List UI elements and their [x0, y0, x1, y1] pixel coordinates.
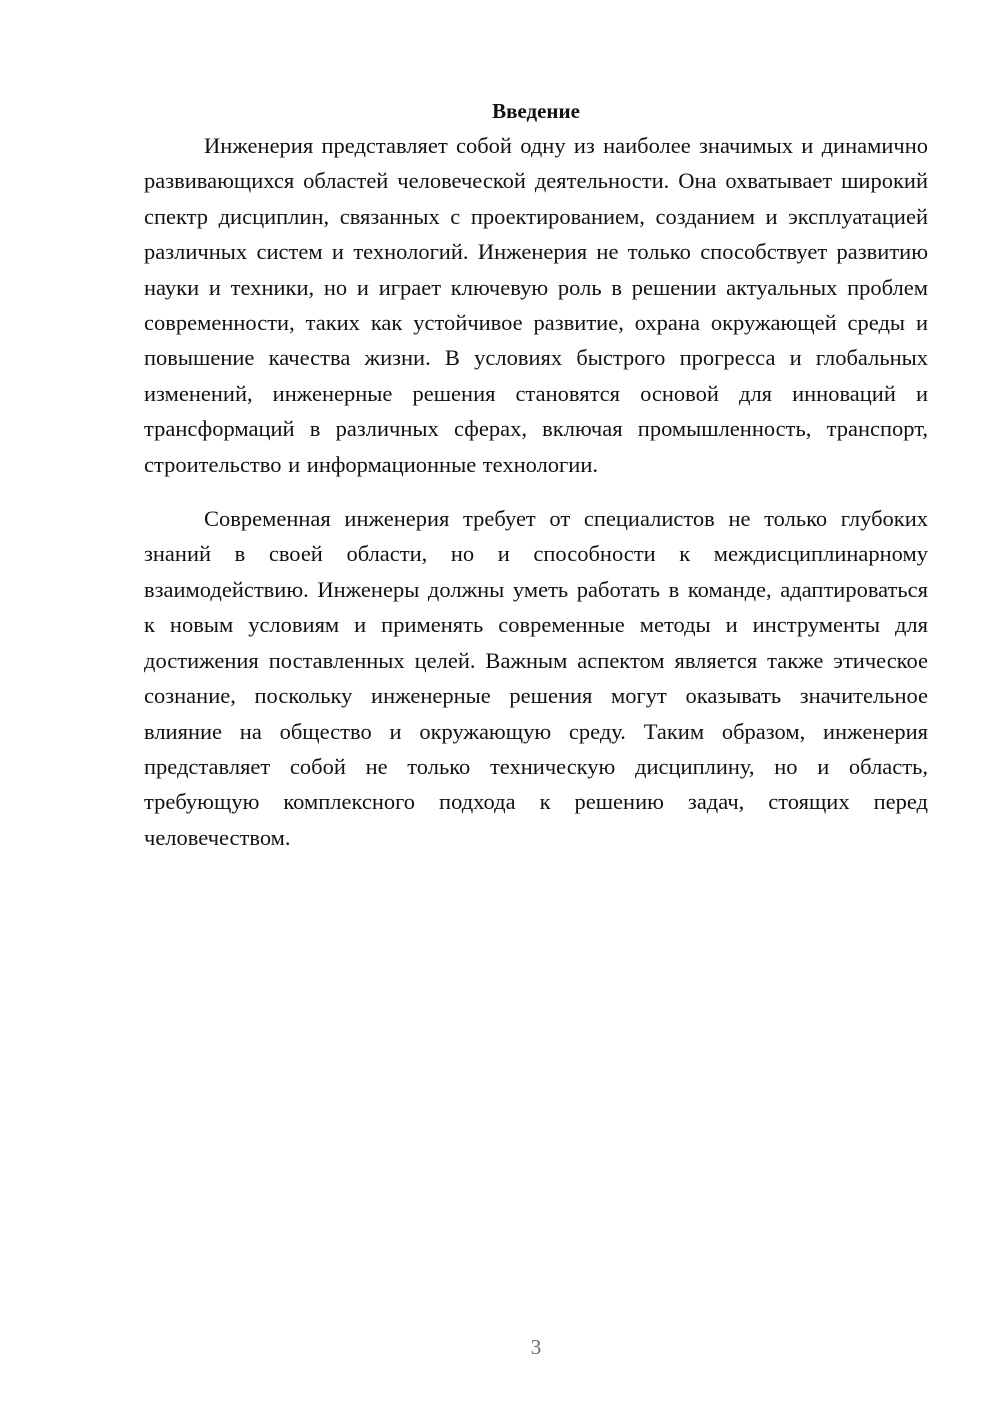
paragraph-intro: Инженерия представляет собой одну из наиболее значимых и динамично развивающихся областей человеческой деятельности. Она охватывает широкий спектр дисциплин, связанных с проектированием, созданием и эксплуатацией различных систем и технологий. Инженерия не только способствует развитию науки и техники, но и играет ключевую роль в решении актуальных проблем современности, таких как устойчивое развитие, охрана окружающей среды и повышение качества жизни. В условиях быстрого прогресса и глобальных изменений, инженерные решения становятся основой для инноваций и трансформаций в различных сферах, включая промышленность, транспорт, строительство и информационные технологии. — [144, 133, 928, 477]
section-title: Введение — [492, 99, 580, 123]
page-number: 3 — [530, 1335, 542, 1359]
paragraph-modern-engineering: Современная инженерия требует от специалистов не только глубоких знаний в своей области, но и способности к междисциплинарному взаимодействию. Инженеры должны уметь работать в команде, адаптироваться к новым условиям и применять современные методы и инструменты для достижения поставленных целей. Важным аспектом является также этическое сознание, поскольку инженерные решения могут оказывать значительное влияние на общество и окружающую среду. Таким образом, инженерия представляет собой не только техническую дисциплину, но и область, требующую комплексного подхода к решению задач, стоящих перед человечеством. — [144, 506, 928, 850]
page-content — [144, 96, 928, 855]
